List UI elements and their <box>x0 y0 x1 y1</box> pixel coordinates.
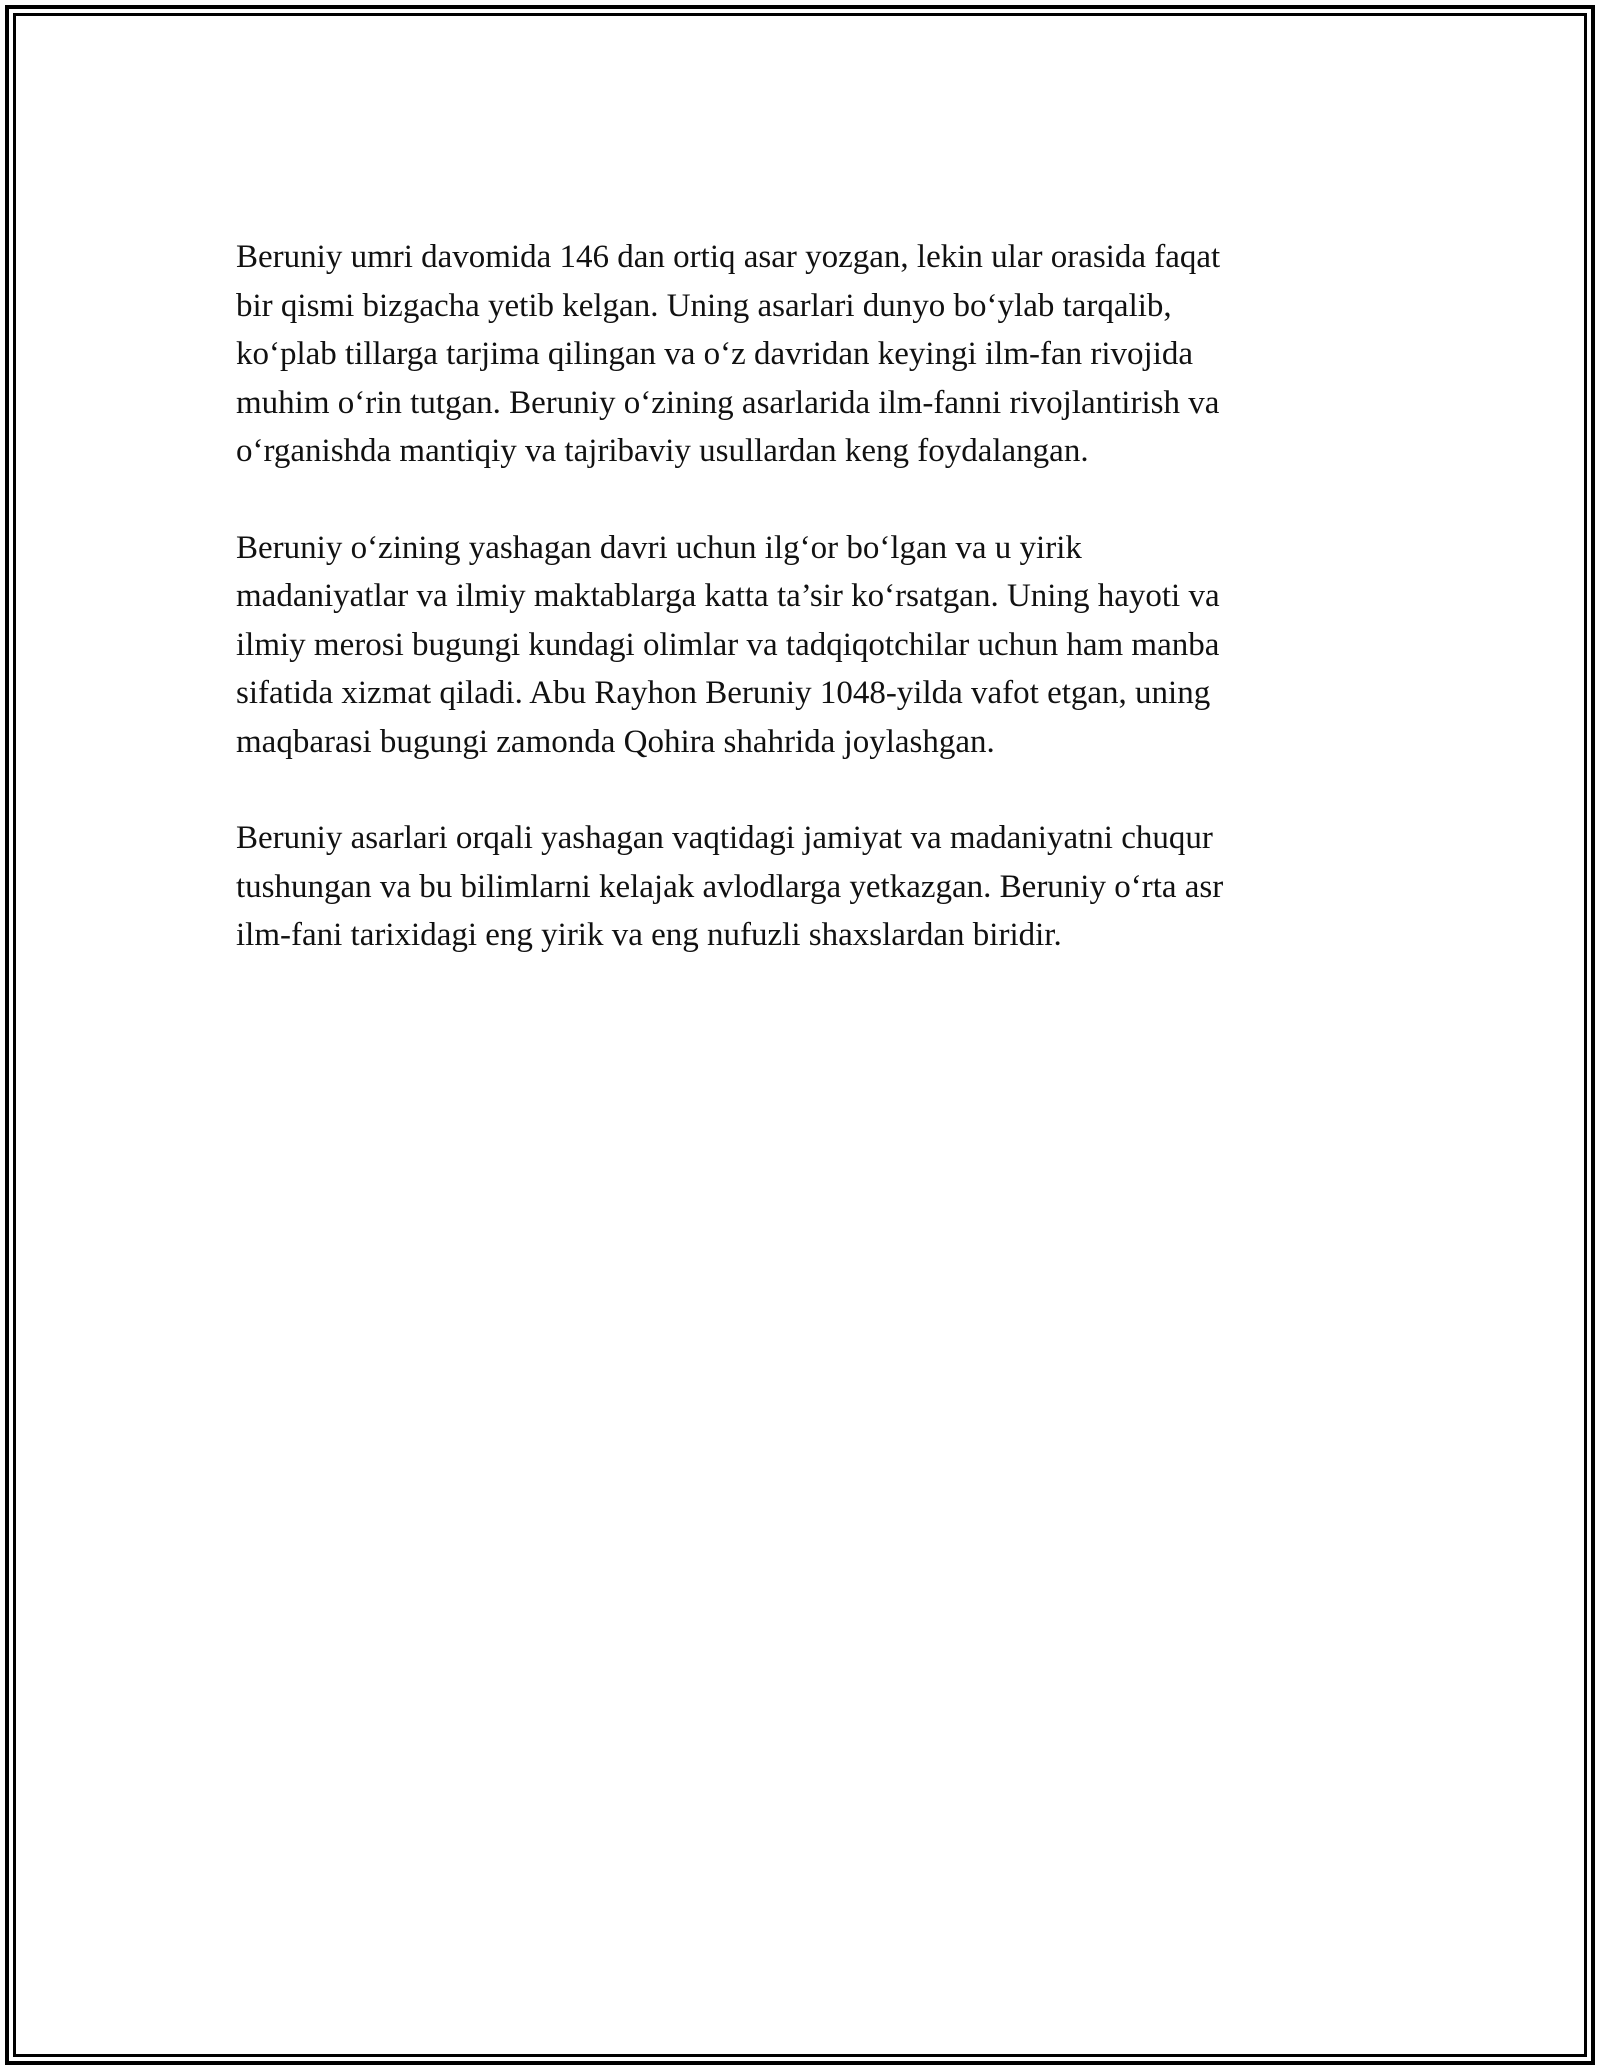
text-line: madaniyatlar va ilmiy maktablarga katta ta’sir ko‘rsatgan. Uning hayoti va <box>236 578 1220 614</box>
paragraph-3 <box>236 814 1356 960</box>
document-body <box>236 233 1356 1008</box>
text-line: ilm-fani tarixidagi eng yirik va eng nufuzli shaxslardan biridir. <box>236 917 1062 953</box>
text-line: sifatida xizmat qiladi. Abu Rayhon Beruniy 1048-yilda vafot etgan, uning <box>236 675 1211 711</box>
text-line: ko‘plab tillarga tarjima qilingan va o‘z davridan keyingi ilm-fan rivojida <box>236 336 1194 372</box>
paragraph-1 <box>236 233 1356 476</box>
text-line: Beruniy umri davomida 146 dan ortiq asar yozgan, lekin ular orasida faqat <box>236 239 1221 275</box>
text-line: ilmiy merosi bugungi kundagi olimlar va tadqiqotchilar uchun ham manba <box>236 626 1220 663</box>
text-line: bir qismi bizgacha yetib kelgan. Uning asarlari dunyo bo‘ylab tarqalib, <box>236 287 1172 324</box>
text-line: maqbarasi bugungi zamonda Qohira shahrida joylashgan. <box>236 723 995 760</box>
text-line: tushungan va bu bilimlarni kelajak avlodlarga yetkazgan. Beruniy o‘rta asr <box>236 868 1224 905</box>
text-line: o‘rganishda mantiqiy va tajribaviy usullardan keng foydalangan. <box>236 433 1089 469</box>
paragraph-2 <box>236 524 1356 767</box>
text-line: Beruniy asarlari orqali yashagan vaqtidagi jamiyat va madaniyatni chuqur <box>236 820 1213 856</box>
text-line: muhim o‘rin tutgan. Beruniy o‘zining asarlarida ilm-fanni rivojlantirish va <box>236 384 1220 421</box>
text-line: Beruniy o‘zining yashagan davri uchun ilg‘or bo‘lgan va u yirik <box>236 529 1082 566</box>
